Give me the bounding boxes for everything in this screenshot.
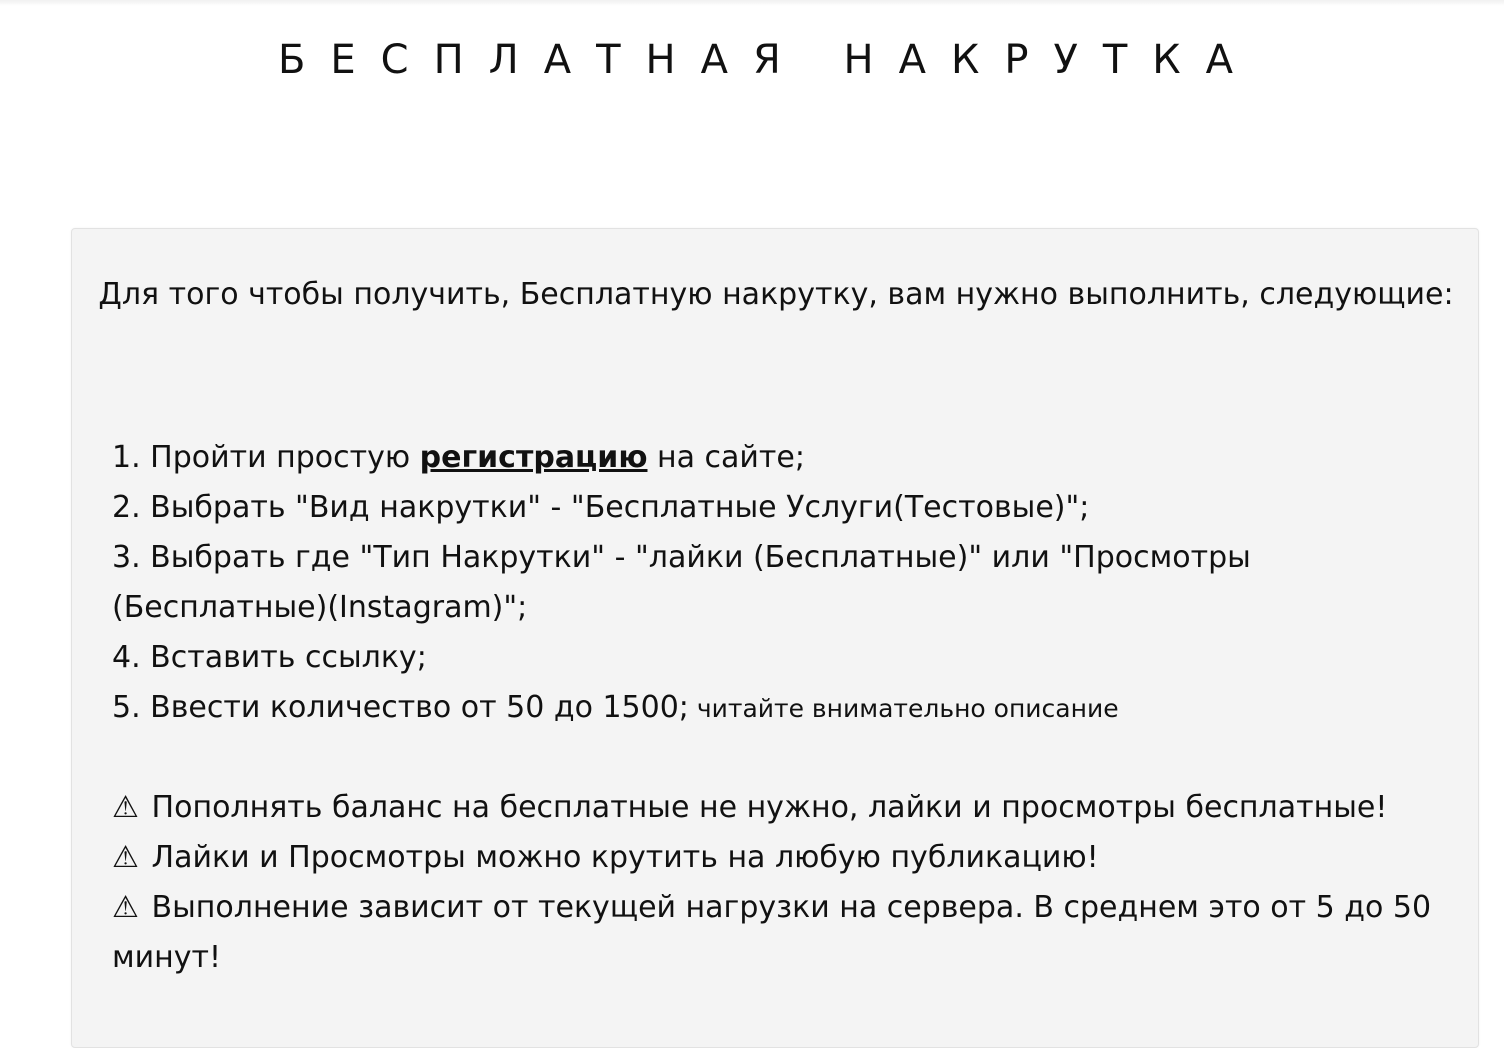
warning-1 bbox=[112, 783, 1452, 833]
instructions-card bbox=[71, 228, 1479, 1048]
step-5-text: 5. Ввести количество от 50 до 1500; bbox=[112, 690, 689, 725]
warning-2 bbox=[112, 833, 1452, 883]
steps-list bbox=[112, 433, 1452, 734]
warnings-list bbox=[112, 783, 1452, 983]
warning-2-text: Лайки и Просмотры можно крутить на любую публикацию! bbox=[142, 840, 1099, 875]
step-2: 2. Выбрать "Вид накрутки" - "Бесплатные Услуги(Тестовые)"; bbox=[112, 490, 1090, 525]
step-1-suffix: на сайте; bbox=[647, 440, 805, 475]
step-4: 4. Вставить ссылку; bbox=[112, 640, 427, 675]
warning-icon: ⚠ bbox=[112, 790, 139, 825]
top-shadow bbox=[0, 0, 1504, 6]
step-3: 3. Выбрать где "Тип Накрутки" - "лайки (Бесплатные)" или "Просмотры (Бесплатные)(Instagram)"; bbox=[112, 540, 1251, 625]
step-5-note: читайте внимательно описание bbox=[688, 694, 1119, 723]
registration-link[interactable]: регистрацию bbox=[419, 440, 648, 475]
step-1 bbox=[112, 433, 1452, 483]
step-1-prefix: 1. Пройти простую bbox=[112, 440, 420, 475]
intro-text: Для того чтобы получить, Бесплатную накрутку, вам нужно выполнить, следующие: bbox=[98, 277, 1454, 312]
warning-icon: ⚠ bbox=[112, 890, 139, 925]
warning-3-text: Выполнение зависит от текущей нагрузки на сервера. В среднем это от 5 до 50 минут! bbox=[112, 890, 1432, 975]
step-5 bbox=[112, 683, 1452, 734]
page-title: БЕСПЛАТНАЯ НАКРУТКА bbox=[277, 37, 1259, 83]
warning-3 bbox=[112, 883, 1452, 983]
warning-icon: ⚠ bbox=[112, 840, 139, 875]
warning-1-text: Пополнять баланс на бесплатные не нужно, лайки и просмотры бесплатные! bbox=[142, 790, 1388, 825]
